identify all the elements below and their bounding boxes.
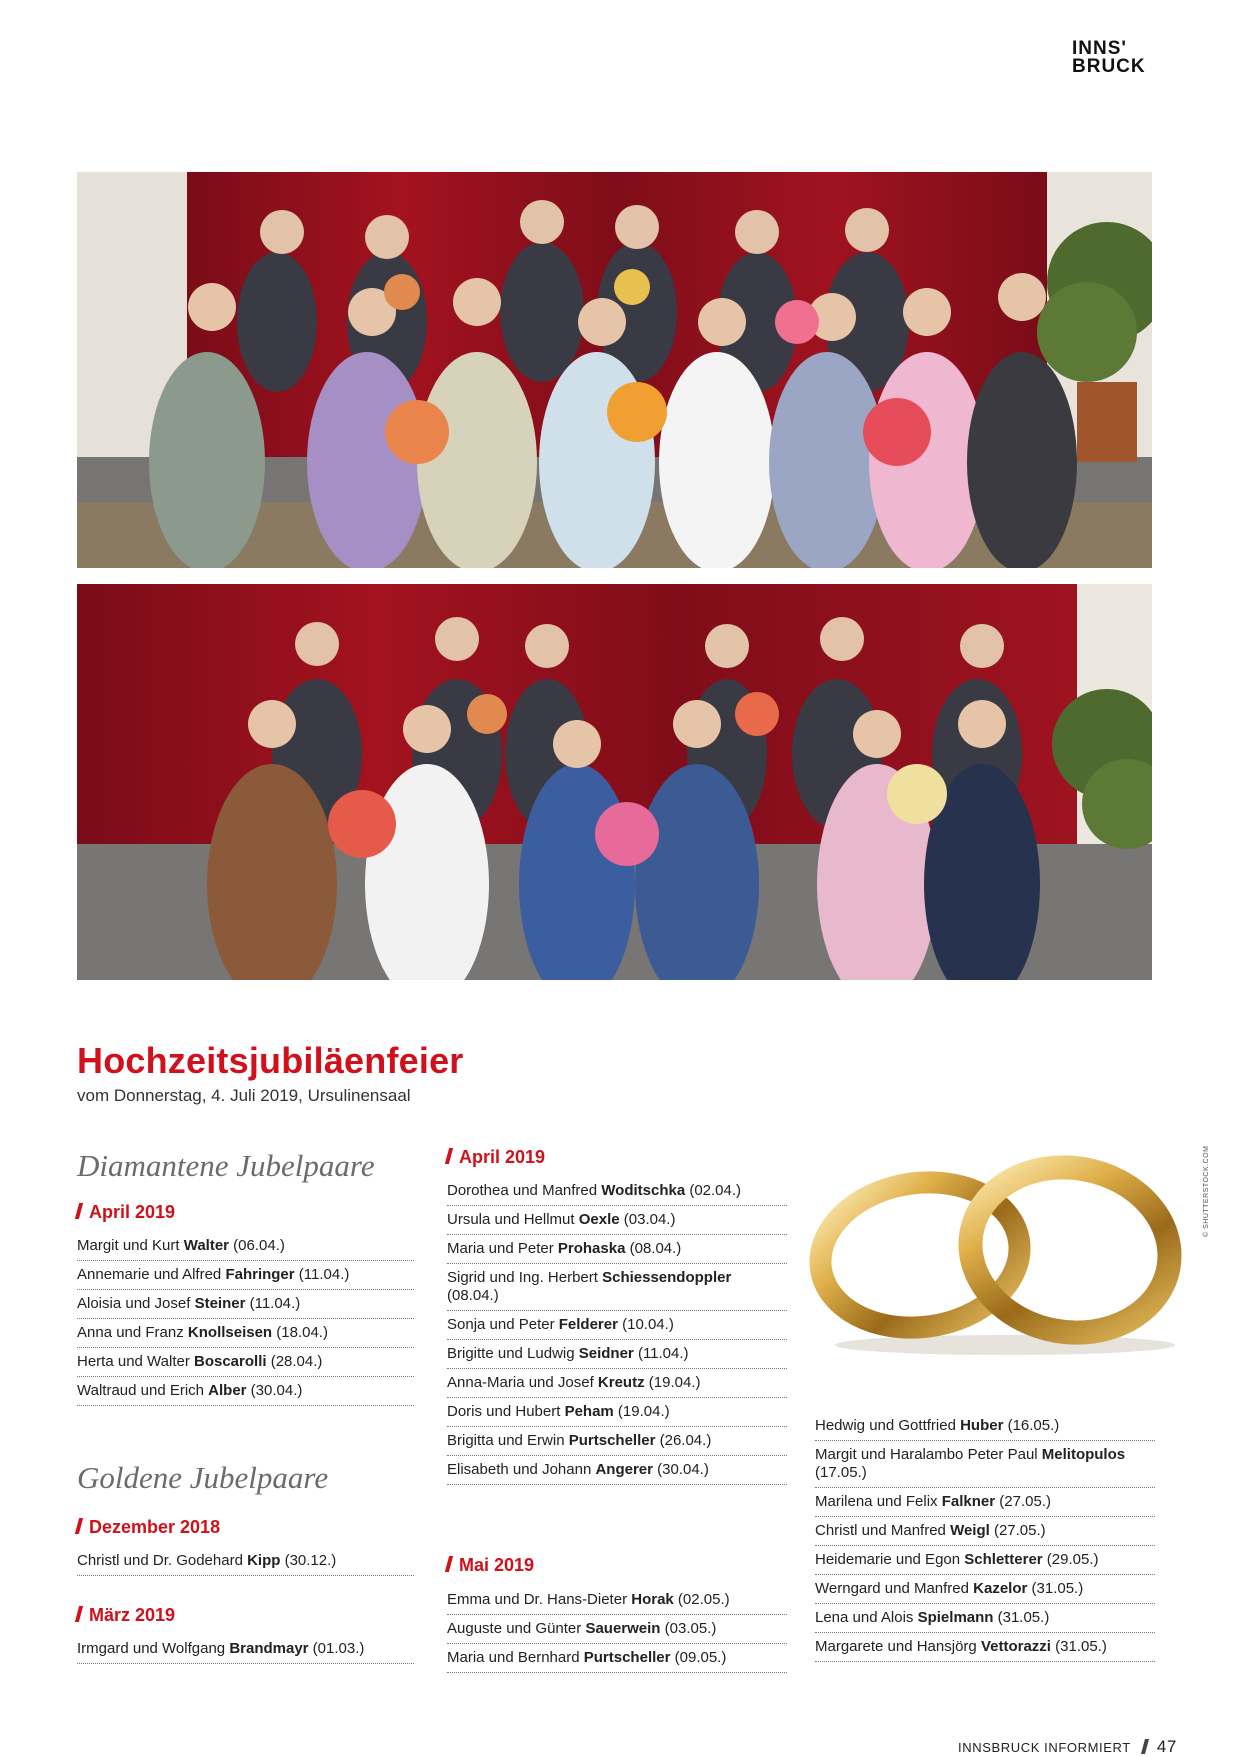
date: (28.04.) (266, 1353, 323, 1370)
date: (26.04.) (655, 1432, 712, 1449)
surname: Melitopulos (1041, 1446, 1126, 1463)
golden-may-month-heading: Mai 2019 (447, 1555, 534, 1576)
list-item: Christl und Manfred Weigl (27.05.) (815, 1517, 1155, 1546)
month-marker (445, 1556, 453, 1572)
list-item: Marilena und Felix Falkner (27.05.) (815, 1488, 1155, 1517)
date: (03.05.) (660, 1620, 717, 1637)
list-item: Maria und Bernhard Purtscheller (09.05.) (447, 1644, 787, 1673)
list-item: Waltraud und Erich Alber (30.04.) (77, 1377, 414, 1406)
golden-section-title: Goldene Jubelpaare (77, 1460, 329, 1495)
list-item: Anna-Maria und Josef Kreutz (19.04.) (447, 1369, 787, 1398)
surname: Schletterer (964, 1551, 1043, 1568)
month-marker (445, 1148, 453, 1164)
list-item: Auguste und Günter Sauerwein (03.05.) (447, 1615, 787, 1644)
date: (19.04.) (644, 1374, 701, 1391)
golden-apr-month-heading: April 2019 (447, 1147, 545, 1168)
date: (06.04.) (229, 1237, 285, 1254)
date: (11.04.) (633, 1345, 689, 1362)
list-item: Hedwig und Gottfried Huber (16.05.) (815, 1412, 1155, 1441)
page-title: Hochzeitsjubiläenfeier (77, 1040, 464, 1081)
date: (08.04.) (625, 1240, 682, 1257)
innsbruck-logo: INNS' BRUCK (1072, 38, 1146, 77)
date: (11.04.) (245, 1295, 301, 1312)
list-item: Brigitta und Erwin Purtscheller (26.04.) (447, 1427, 787, 1456)
list-item: Elisabeth und Johann Angerer (30.04.) (447, 1456, 787, 1485)
month-marker (75, 1203, 83, 1219)
date: (30.12.) (280, 1552, 337, 1569)
golden-apr-list (447, 1177, 787, 1485)
list-item: Irmgard und Wolfgang Brandmayr (01.03.) (77, 1635, 414, 1664)
date: (31.05.) (1050, 1638, 1107, 1655)
list-item: Lena und Alois Spielmann (31.05.) (815, 1604, 1155, 1633)
date: (10.04.) (617, 1316, 674, 1333)
surname: Seidner (578, 1345, 634, 1362)
list-item: Christl und Dr. Godehard Kipp (30.12.) (77, 1547, 414, 1576)
surname: Spielmann (917, 1609, 994, 1626)
date: (01.03.) (308, 1640, 365, 1657)
date: (02.04.) (685, 1182, 742, 1199)
golden-mar-list (77, 1635, 414, 1664)
surname: Woditschka (601, 1182, 686, 1199)
list-item: Anna und Franz Knollseisen (18.04.) (77, 1319, 414, 1348)
image-credit: © SHUTTERSTOCK.COM (1203, 1145, 1210, 1237)
date: (30.04.) (246, 1382, 303, 1399)
date: (27.05.) (989, 1522, 1046, 1539)
list-item: Doris und Hubert Peham (19.04.) (447, 1398, 787, 1427)
surname: Sauerwein (585, 1620, 661, 1637)
date: (16.05.) (1003, 1417, 1060, 1434)
date: (19.04.) (613, 1403, 670, 1420)
list-item: Margarete und Hansjörg Vettorazzi (31.05.) (815, 1633, 1155, 1662)
list-item: Margit und Kurt Walter (06.04.) (77, 1232, 414, 1261)
list-item: Heidemarie und Egon Schletterer (29.05.) (815, 1546, 1155, 1575)
date: (11.04.) (294, 1266, 350, 1283)
month-marker (75, 1518, 83, 1534)
month-marker (75, 1606, 83, 1622)
list-item: Maria und Peter Prohaska (08.04.) (447, 1235, 787, 1264)
date: (09.05.) (670, 1649, 727, 1666)
surname: Boscarolli (194, 1353, 267, 1370)
date: (30.04.) (652, 1461, 709, 1478)
diamond-april-list (77, 1232, 414, 1406)
surname: Vettorazzi (980, 1638, 1051, 1655)
surname: Purtscheller (583, 1649, 671, 1666)
surname: Kazelor (973, 1580, 1028, 1597)
date: (31.05.) (1027, 1580, 1084, 1597)
list-item: Herta und Walter Boscarolli (28.04.) (77, 1348, 414, 1377)
surname: Kipp (247, 1552, 281, 1569)
golden-may-continued-list (815, 1412, 1155, 1662)
wedding-rings-image (805, 1150, 1190, 1360)
surname: Purtscheller (568, 1432, 656, 1449)
group-photo-1 (77, 172, 1152, 568)
surname: Schiessendoppler (602, 1269, 732, 1286)
surname: Angerer (595, 1461, 653, 1478)
list-item: Emma und Dr. Hans-Dieter Horak (02.05.) (447, 1586, 787, 1615)
list-item: Margit und Haralambo Peter Paul Melitopulos (17.05.) (815, 1441, 1155, 1488)
date: (18.04.) (272, 1324, 328, 1341)
surname: Weigl (950, 1522, 990, 1539)
footer-marker (1141, 1739, 1149, 1754)
group-photo-2 (77, 584, 1152, 980)
list-item: Sonja und Peter Felderer (10.04.) (447, 1311, 787, 1340)
list-item: Werngard und Manfred Kazelor (31.05.) (815, 1575, 1155, 1604)
surname: Knollseisen (187, 1324, 273, 1341)
golden-mar-month-heading: März 2019 (77, 1605, 175, 1626)
date: (31.05.) (993, 1609, 1050, 1626)
page-footer (958, 1737, 1177, 1757)
diamond-month-heading: April 2019 (77, 1202, 175, 1223)
list-item: Annemarie und Alfred Fahringer (11.04.) (77, 1261, 414, 1290)
surname: Horak (631, 1591, 674, 1608)
surname: Kreutz (597, 1374, 645, 1391)
date: (02.05.) (673, 1591, 730, 1608)
date: (08.04.) (447, 1287, 499, 1304)
surname: Walter (183, 1237, 230, 1254)
publication-name: INNSBRUCK INFORMIERT (958, 1740, 1131, 1755)
surname: Huber (960, 1417, 1004, 1434)
diamond-section-title: Diamantene Jubelpaare (77, 1148, 375, 1183)
list-item: Sigrid und Ing. Herbert Schiessendoppler (08.04.) (447, 1264, 787, 1311)
page-subtitle: vom Donnerstag, 4. Juli 2019, Ursulinensaal (77, 1086, 411, 1105)
date: (17.05.) (815, 1464, 867, 1481)
golden-dec-list (77, 1547, 414, 1576)
list-item: Aloisia und Josef Steiner (11.04.) (77, 1290, 414, 1319)
golden-dec-month-heading: Dezember 2018 (77, 1517, 220, 1538)
surname: Oexle (578, 1211, 620, 1228)
surname: Alber (208, 1382, 247, 1399)
surname: Fahringer (225, 1266, 295, 1283)
list-item: Brigitte und Ludwig Seidner (11.04.) (447, 1340, 787, 1369)
date: (29.05.) (1042, 1551, 1099, 1568)
surname: Brandmayr (229, 1640, 309, 1657)
list-item: Ursula und Hellmut Oexle (03.04.) (447, 1206, 787, 1235)
page-number: 47 (1156, 1737, 1177, 1756)
surname: Steiner (194, 1295, 246, 1312)
surname: Falkner (941, 1493, 996, 1510)
date: (03.04.) (619, 1211, 676, 1228)
surname: Felderer (558, 1316, 618, 1333)
golden-may-list (447, 1586, 787, 1673)
surname: Peham (564, 1403, 614, 1420)
date: (27.05.) (995, 1493, 1051, 1510)
surname: Prohaska (557, 1240, 626, 1257)
list-item: Dorothea und Manfred Woditschka (02.04.) (447, 1177, 787, 1206)
